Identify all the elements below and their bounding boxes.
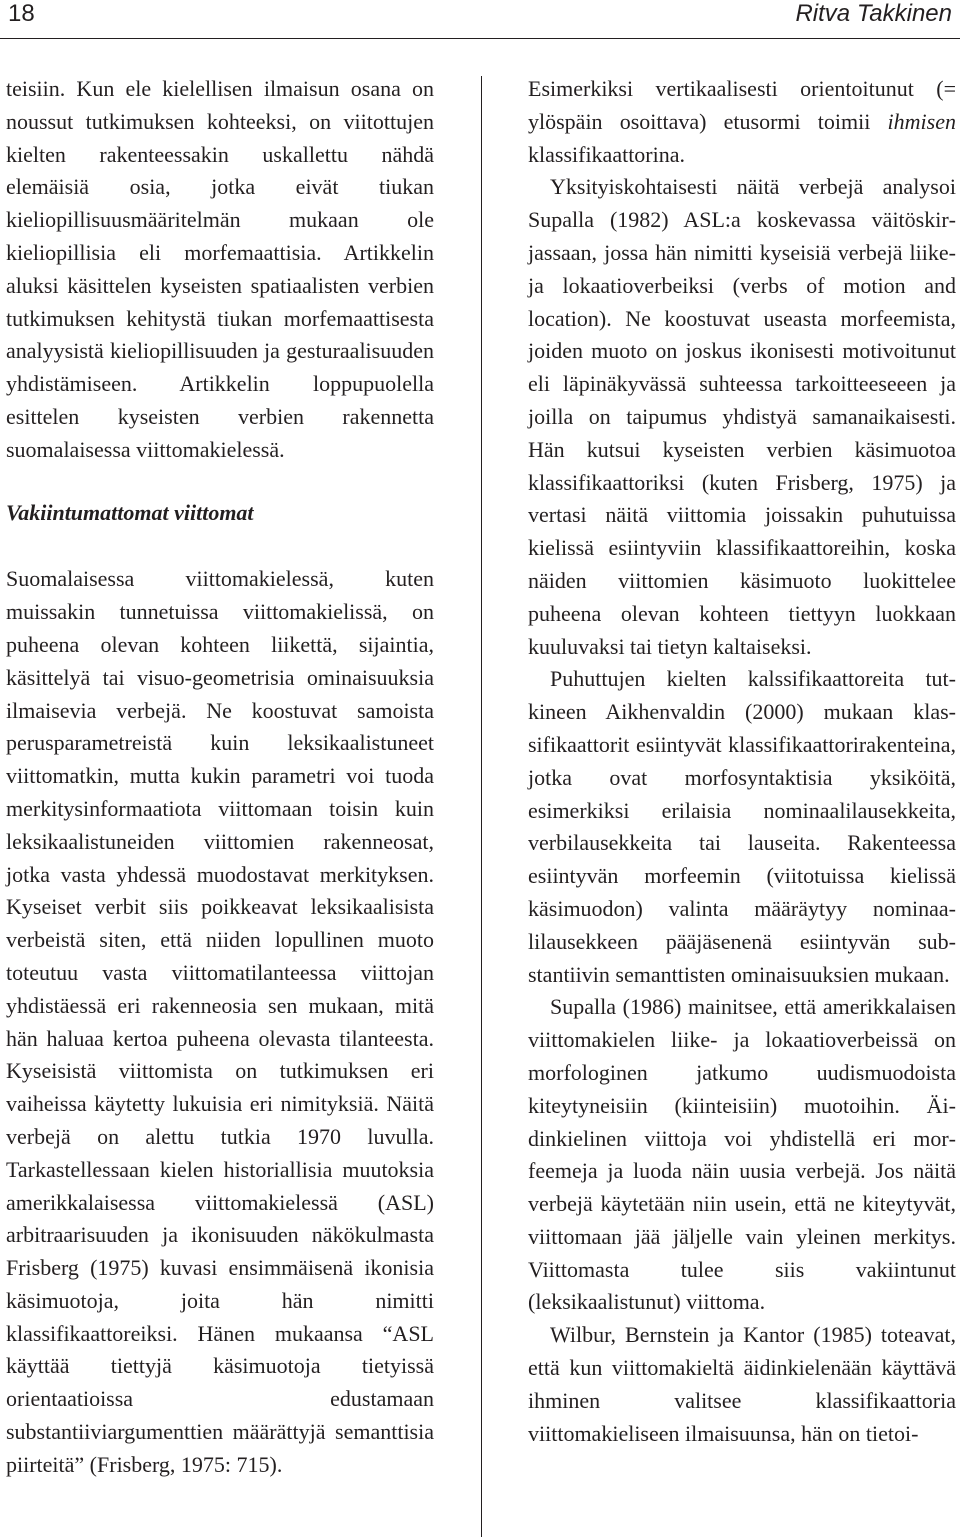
italic-term: ihmisen bbox=[887, 108, 956, 134]
right-paragraph-1 bbox=[528, 73, 956, 171]
left-paragraph-1: teisiin. Kun ele kielellisen ilmaisun osana on noussut tutkimuksen kohteeksi, on viitottujen kielten rakenteessakin uskallettu nähdä elemäisiä osia, jotka eivät tiukan kieliopillisuusmääritelmän mukaan ole kieliopillisia eli morfemaattisia. Artikkelin aluksi käsittelen kyseisten spatiaalisten verbien tutkimuksen kehitystä tiukan morfemaattisesta analyysistä kieliopillisuuden ja gesturaalisuuden yhdistämiseen. Artikkelin loppupuolella esittelen kyseisten verbien rakennetta suomalaisessa viittomakielessä. bbox=[6, 76, 434, 462]
right-paragraph-3: Puhuttujen kielten kalssifikaattoreita tutkineen Aikhenvaldin (2000) mukaan klassifikaattorit esiintyvät klassifikaattorirakenteina, jotka ovat morfosyntaktisia yksiköitä, esimerkiksi erilaisia nominaalilausekkeita, verbilausekkeita tai lauseita. Rakenteessa esiintyvän morfeemin (viitotuissa kielissä käsimuodon) valinta määräytyy nominaalilausekkeen pääjäsenenä esiintyvän substantiivin semanttisten ominaisuuksien mukaan. bbox=[528, 666, 956, 987]
right-paragraph-1-end: klassifikaattorina. bbox=[528, 141, 686, 167]
column-divider bbox=[481, 76, 482, 1537]
section-heading: Vakiintumattomat viittomat bbox=[6, 499, 254, 525]
header-rule bbox=[0, 38, 960, 39]
right-paragraph-2: Yksityiskohtaisesti näitä verbejä analysoi Supalla (1982) ASL:a koskevassa väitöskirjassaan, jossa hän nimitti kyseisiä verbejä liike- ja lokaatioverbeiksi (verbs of motion and location). Ne koostuvat useasta morfeemista, joiden muoto on joskus ikonisesti motivoitunut eli läpinäkyvässä suhteessa tarkoitteeseeen ja joilla on taipumus yhdistyä samanaikaisesti. Hän kutsui kyseisten verbien käsimuotoa klassifikaattoriksi (kuten Frisberg, 1975) ja vertasi näitä viittomia joissakin puhutuissa kielissä esiintyviin klassifikaattoreihin, koska näiden viittomien käsimuoto luokittelee puheena olevan kohteen tiettyyn luokkaan kuuluvaksi tai tietyn kaltaiseksi. bbox=[528, 174, 956, 659]
left-column bbox=[6, 73, 434, 1482]
page-number: 18 bbox=[8, 0, 35, 27]
left-paragraph-2: Suomalaisessa viittomakielessä, kuten muissakin tunnetuissa viittomakielissä, on puheena olevan kohteen liikettä, sijaintia, käsittelyä tai visuo-geometrisia ominaisuuksia ilmaisevia verbejä. Ne koostuvat samoista perusparametreistä kuin leksikaalistuneet viittomatkin, mutta kukin parametri voi tuoda merkitysinformaatiota viittomaan toisin kuin leksikaalistuneiden viittomien rakenneosat, jotka vasta yhdessä muodostavat merkityksen. Kyseiset verbit siis poikkeavat leksikaalisista verbeistä siten, että niiden lopullinen muoto toteutuu vasta viittomatilanteessa viittojan yhdistäessä eri rakenneosia sen mukaan, mitä hän haluaa kertoa puheena olevasta tilanteesta. Kyseisistä viittomista on tutkimuksen eri vaiheissa käytetty lukuisia eri nimityksiä. Näitä verbejä on alettu tutkia 1970 luvulla. Tarkastellessaan kielen historiallisia muutoksia amerikkalaisessa viittomakielessä (ASL) arbitraarisuuden ja ikonisuuden näkökulmasta Frisberg (1975) kuvasi ensimmäisenä ikonisia käsimuotoja, joita hän nimitti klassifikaattoreiksi. Hänen mukaansa “ASL käyttää tiettyjä käsimuotoja tietyissä orientaatioissa edustamaan substantiiviargumenttien määrättyjä semanttisia piirteitä” (Frisberg, 1975: 715). bbox=[6, 566, 434, 1477]
right-column bbox=[528, 73, 956, 1450]
right-paragraph-4: Supalla (1986) mainitsee, että amerikkalaisen viittomakielen liike- ja lokaatioverbeissä on morfologinen jatkumo uudismuodoista kiteytyneisiin (kiinteisiin) muotoihin. Äidinkielinen viittoja voi yhdistellä eri morfeemeja ja luoda näin uusia verbejä. Jos näitä verbejä käytetään niin usein, että ne kiteytyvät, viittomaan jää jäljelle vain yleinen merkitys. Viittomasta tulee siis vakiintunut (leksikaalistunut) viittoma. bbox=[528, 994, 956, 1315]
right-paragraph-1-text: Esimerkiksi vertikaalisesti orientoitunut (= ylöspäin osoittava) etusormi toimii bbox=[528, 76, 956, 134]
right-paragraph-5: Wilbur, Bernstein ja Kantor (1985) toteavat, että kun viittomakieltä äidinkielenään käyttävä ihminen valitsee klassifikaattoria viittomakieliseen ilmaisuunsa, hän on tietoi- bbox=[528, 1322, 956, 1446]
running-head-author: Ritva Takkinen bbox=[795, 0, 952, 27]
